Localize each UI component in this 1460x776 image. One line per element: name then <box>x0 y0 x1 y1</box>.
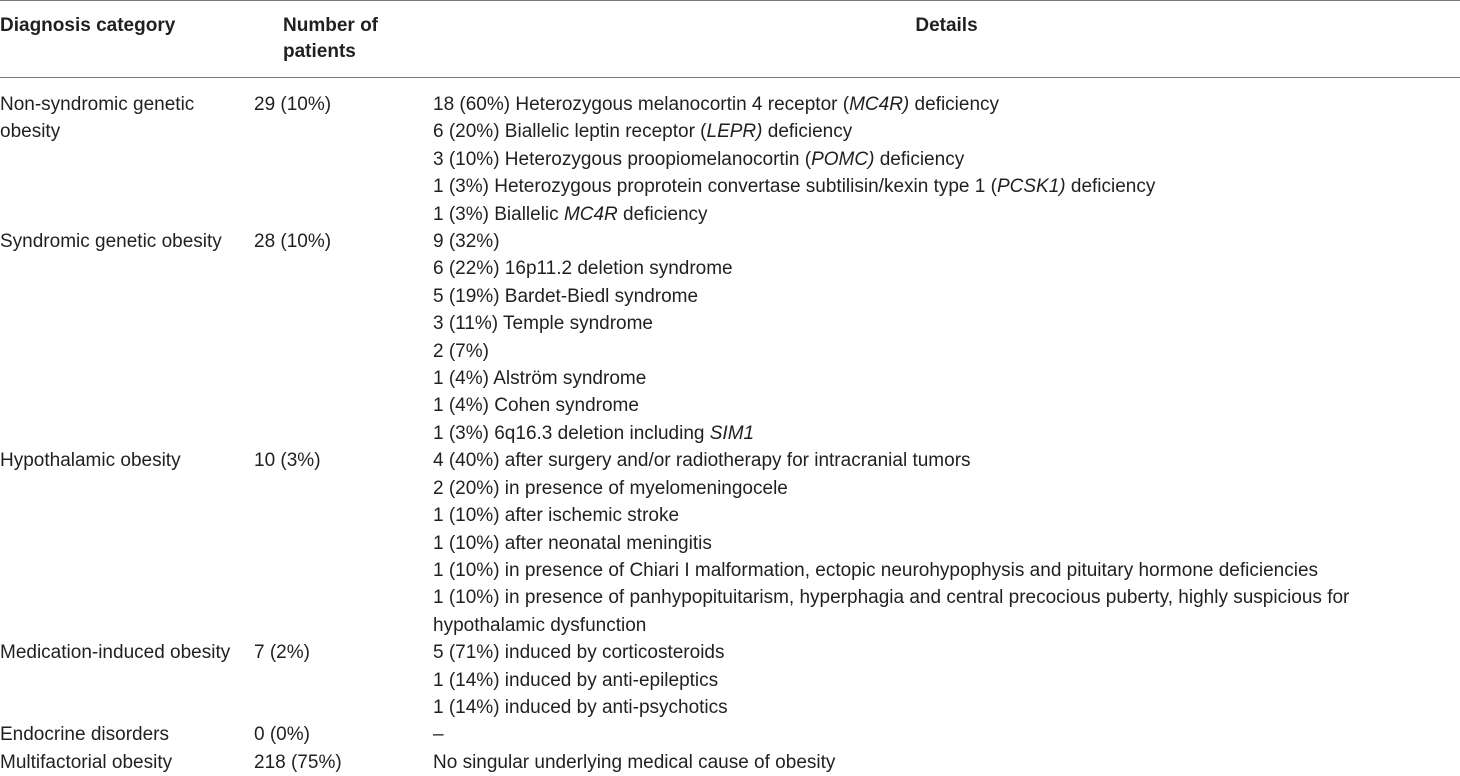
detail-text: 1 (4%) Alström syndrome <box>433 368 646 389</box>
table-row <box>0 78 1460 229</box>
detail-text: 3 (11%) Temple syndrome <box>433 313 653 334</box>
gene-symbol: MC4R <box>564 204 618 225</box>
detail-line <box>433 201 1460 228</box>
detail-text-suffix: deficiency <box>762 121 852 142</box>
detail-line <box>433 721 1460 748</box>
detail-text: 1 (10%) after neonatal meningitis <box>433 533 712 554</box>
header-patients-line1: Number of <box>283 15 378 36</box>
gene-symbol: MC4R) <box>849 94 909 115</box>
detail-line <box>433 338 1460 365</box>
detail-line <box>433 639 1460 666</box>
detail-text: 2 (20%) in presence of myelomeningocele <box>433 478 788 499</box>
detail-line <box>433 255 1460 282</box>
details-cell <box>433 749 1460 776</box>
detail-text: – <box>433 724 444 745</box>
detail-line <box>433 118 1460 145</box>
detail-text: 3 (10%) Heterozygous proopiomelanocortin ( <box>433 149 811 170</box>
detail-text: 1 (10%) in presence of Chiari I malformation, ectopic neurohypophysis and pituitary hormone deficiencies <box>433 560 1318 581</box>
table-row <box>0 447 1460 639</box>
header-row <box>0 1 1460 78</box>
header-diagnosis-category: Diagnosis category <box>0 1 254 78</box>
detail-text: 2 (7%) <box>433 341 489 362</box>
detail-text: 18 (60%) Heterozygous melanocortin 4 receptor ( <box>433 94 849 115</box>
header-number-of-patients <box>254 1 433 78</box>
detail-line <box>433 310 1460 337</box>
detail-line <box>433 365 1460 392</box>
detail-line <box>433 667 1460 694</box>
detail-text: 1 (3%) Heterozygous proprotein convertase subtilisin/kexin type 1 ( <box>433 176 997 197</box>
detail-line <box>433 228 1460 255</box>
detail-text: 1 (10%) after ischemic stroke <box>433 505 679 526</box>
detail-line <box>433 91 1460 118</box>
detail-text-suffix: deficiency <box>909 94 999 115</box>
diagnosis-category-cell: Hypothalamic obesity <box>0 447 254 639</box>
detail-line <box>433 694 1460 721</box>
gene-symbol: LEPR) <box>707 121 763 142</box>
gene-symbol: PCSK1) <box>997 176 1066 197</box>
detail-text-suffix: deficiency <box>618 204 708 225</box>
patient-count-cell: 28 (10%) <box>254 228 433 447</box>
diagnosis-category-cell: Medication-induced obesity <box>0 639 254 721</box>
detail-line <box>433 749 1460 776</box>
detail-line <box>433 283 1460 310</box>
header-patients-line2: patients <box>283 41 356 62</box>
detail-line <box>433 502 1460 529</box>
header-details: Details <box>433 1 1460 78</box>
patient-count-cell: 218 (75%) <box>254 749 433 776</box>
table-row <box>0 639 1460 721</box>
detail-text: 1 (3%) 6q16.3 deletion including <box>433 423 710 444</box>
detail-line <box>433 447 1460 474</box>
detail-line <box>433 392 1460 419</box>
table-row <box>0 228 1460 447</box>
detail-line <box>433 557 1460 584</box>
diagnosis-category-cell: Non-syndromic genetic obesity <box>0 78 254 229</box>
detail-text: 6 (22%) 16p11.2 deletion syndrome <box>433 258 733 279</box>
detail-line <box>433 530 1460 557</box>
detail-text: 1 (4%) Cohen syndrome <box>433 395 639 416</box>
diagnosis-category-cell: Multifactorial obesity <box>0 749 254 776</box>
table-row <box>0 721 1460 748</box>
patient-count-cell: 29 (10%) <box>254 78 433 229</box>
diagnosis-category-cell: Syndromic genetic obesity <box>0 228 254 447</box>
detail-line <box>433 146 1460 173</box>
gene-symbol: POMC) <box>811 149 874 170</box>
detail-text-suffix: deficiency <box>1066 176 1156 197</box>
detail-text: 5 (71%) induced by corticosteroids <box>433 642 724 663</box>
diagnosis-category-cell: Endocrine disorders <box>0 721 254 748</box>
details-cell <box>433 639 1460 721</box>
detail-text: 6 (20%) Biallelic leptin receptor ( <box>433 121 707 142</box>
details-cell <box>433 78 1460 229</box>
details-cell <box>433 228 1460 447</box>
detail-line <box>433 584 1460 639</box>
detail-text: 1 (3%) Biallelic <box>433 204 564 225</box>
detail-line <box>433 420 1460 447</box>
detail-text: 9 (32%) <box>433 231 500 252</box>
detail-text: 1 (14%) induced by anti-epileptics <box>433 670 718 691</box>
detail-text: No singular underlying medical cause of obesity <box>433 752 835 773</box>
detail-line <box>433 475 1460 502</box>
details-cell <box>433 721 1460 748</box>
detail-text: 4 (40%) after surgery and/or radiotherapy for intracranial tumors <box>433 450 971 471</box>
table-body <box>0 78 1460 776</box>
gene-symbol: SIM1 <box>710 423 754 444</box>
detail-text-suffix: deficiency <box>874 149 964 170</box>
table-header <box>0 1 1460 78</box>
patient-count-cell: 10 (3%) <box>254 447 433 639</box>
details-cell <box>433 447 1460 639</box>
detail-text: 1 (10%) in presence of panhypopituitarism, hyperphagia and central precocious puberty, highly suspicious for hypothalamic dysfunction <box>433 587 1349 635</box>
patient-count-cell: 0 (0%) <box>254 721 433 748</box>
detail-text: 5 (19%) Bardet-Biedl syndrome <box>433 286 698 307</box>
patient-count-cell: 7 (2%) <box>254 639 433 721</box>
detail-line <box>433 173 1460 200</box>
detail-text: 1 (14%) induced by anti-psychotics <box>433 697 728 718</box>
table-row <box>0 749 1460 776</box>
